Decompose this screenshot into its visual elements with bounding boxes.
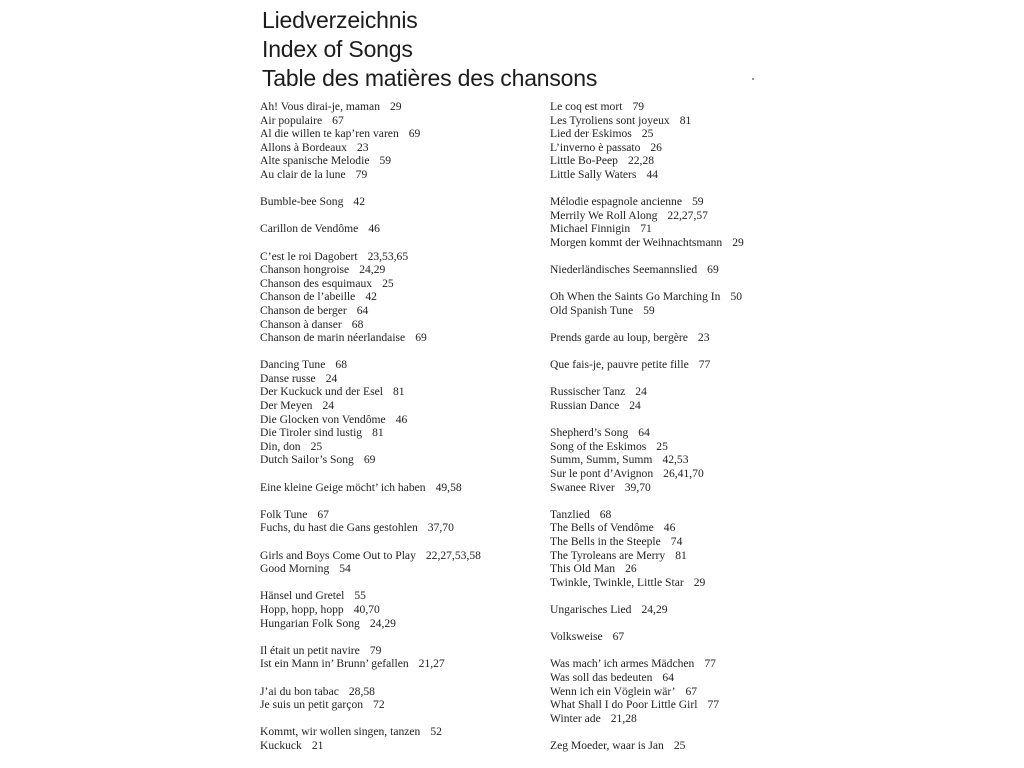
- song-title: Bumble-bee Song: [260, 195, 344, 209]
- song-entry: [260, 481, 540, 495]
- page-numbers: 22,27,53,58: [425, 548, 481, 562]
- song-title: Chanson de l’abeille: [260, 290, 356, 304]
- song-entry: [550, 168, 830, 182]
- song-title: Russian Dance: [550, 399, 620, 413]
- song-title: Au clair de la lune: [260, 167, 346, 181]
- index-letter-group: [260, 481, 540, 495]
- song-title: Shepherd’s Song: [550, 426, 629, 440]
- page-numbers: 29: [693, 575, 706, 589]
- page-numbers: 37,70: [427, 521, 454, 535]
- song-entry: [550, 426, 830, 440]
- page-numbers: 64: [638, 426, 650, 440]
- page-numbers: 25: [382, 276, 394, 290]
- page-numbers: 25: [673, 738, 686, 752]
- page-numbers: 23: [356, 140, 369, 154]
- page-numbers: 24,29: [369, 616, 396, 630]
- song-title: Der Meyen: [260, 399, 313, 413]
- page-numbers: 67: [612, 630, 625, 644]
- page-numbers: 26,41,70: [663, 467, 704, 481]
- song-entry: [550, 712, 830, 726]
- song-title: Girls and Boys Come Out to Play: [260, 548, 416, 562]
- song-entry: [550, 671, 830, 685]
- song-entry: [260, 549, 540, 563]
- song-entry: [260, 318, 540, 332]
- song-title: Summ, Summ, Summ: [550, 453, 653, 467]
- song-entry: [550, 263, 830, 277]
- page-numbers: 24: [635, 385, 647, 399]
- song-title: Zeg Moeder, waar is Jan: [550, 738, 664, 752]
- index-letter-group: [550, 290, 830, 317]
- song-entry: [260, 385, 540, 399]
- song-title: Chanson de berger: [260, 303, 347, 317]
- page-numbers: 74: [670, 535, 683, 548]
- song-entry: [260, 154, 540, 168]
- song-title: Il était un petit navire: [260, 643, 360, 657]
- page-numbers: 46: [663, 521, 676, 535]
- song-entry: [260, 168, 540, 182]
- song-title: Hungarian Folk Song: [260, 616, 360, 630]
- page-numbers: 54: [339, 562, 351, 576]
- index-letter-group: [260, 644, 540, 671]
- song-entry: [260, 304, 540, 318]
- index-letter-group: [550, 426, 830, 494]
- page-numbers: 46: [368, 222, 380, 236]
- page-numbers: 26: [625, 562, 637, 576]
- page-titles: [262, 6, 597, 93]
- page-numbers: 68: [335, 358, 347, 372]
- index-letter-group: [550, 195, 830, 249]
- song-entry: [260, 413, 540, 427]
- song-entry: [550, 562, 830, 576]
- song-entry: [550, 331, 830, 345]
- page-numbers: 71: [640, 222, 652, 236]
- song-entry: [550, 154, 830, 168]
- song-title: Chanson à danser: [260, 317, 342, 331]
- page-numbers: 23: [697, 331, 710, 345]
- page-numbers: 25: [641, 127, 654, 141]
- index-letter-group: [260, 589, 540, 630]
- song-entry: [260, 290, 540, 304]
- song-entry: [550, 236, 830, 250]
- song-title: Dutch Sailor’s Song: [260, 453, 354, 467]
- song-title: Eine kleine Geige möcht’ ich haben: [260, 480, 426, 494]
- song-entry: [550, 209, 830, 223]
- index-letter-group: [550, 100, 830, 182]
- title-english: Index of Songs: [262, 36, 413, 62]
- song-title: Chanson hongroise: [260, 263, 350, 277]
- song-title: Wenn ich ein Vöglein wär’: [550, 684, 676, 698]
- song-entry: [550, 127, 830, 141]
- page-numbers: 29: [390, 100, 402, 113]
- song-title: Michael Finnigin: [550, 222, 631, 236]
- song-title: Kuckuck: [260, 738, 302, 752]
- page-numbers: 72: [373, 698, 385, 712]
- index-letter-group: [260, 508, 540, 535]
- song-entry: [260, 440, 540, 454]
- index-letter-group: [550, 331, 830, 345]
- song-entry: [550, 385, 830, 399]
- song-entry: [550, 685, 830, 699]
- song-entry: [550, 453, 830, 467]
- title-french: Table des matières des chansons: [262, 65, 598, 91]
- page-numbers: 67: [332, 113, 344, 127]
- song-title: Song of the Eskimos: [550, 439, 647, 453]
- song-entry: [260, 508, 540, 522]
- song-entry: [550, 195, 830, 209]
- page-numbers: 79: [355, 167, 368, 181]
- page-numbers: 77: [704, 657, 716, 671]
- song-title: Fuchs, du hast die Gans gestohlen: [260, 521, 418, 535]
- song-entry: [550, 100, 830, 114]
- index-letter-group: [260, 685, 540, 712]
- page-numbers: 25: [310, 439, 323, 453]
- page-numbers: 26: [650, 140, 662, 154]
- song-entry: [260, 250, 540, 264]
- song-entry: [260, 277, 540, 291]
- page-numbers: 40,70: [353, 602, 380, 616]
- page-numbers: 21: [311, 738, 324, 752]
- song-title: Hänsel und Gretel: [260, 589, 345, 603]
- song-title: Der Kuckuck und der Esel: [260, 385, 383, 399]
- song-entry: [260, 263, 540, 277]
- song-title: Winter ade: [550, 711, 601, 725]
- index-letter-group: [550, 657, 830, 725]
- song-title: Que fais-je, pauvre petite fille: [550, 358, 689, 372]
- index-left-column: [260, 100, 540, 766]
- song-entry: [260, 195, 540, 209]
- song-title: Was mach’ ich armes Mädchen: [550, 657, 695, 671]
- song-title: Volksweise: [550, 630, 603, 644]
- page-numbers: 59: [643, 303, 655, 317]
- page-numbers: 24,29: [359, 263, 386, 277]
- song-title: Russischer Tanz: [550, 385, 626, 399]
- song-entry: [260, 698, 540, 712]
- page-numbers: 49,58: [435, 480, 462, 494]
- song-title: Good Morning: [260, 562, 330, 576]
- song-title: Swanee River: [550, 480, 615, 494]
- page-numbers: 25: [656, 439, 668, 453]
- song-entry: [260, 685, 540, 699]
- index-letter-group: [550, 263, 830, 277]
- song-entry: [550, 657, 830, 671]
- song-title: Ungarisches Lied: [550, 602, 632, 616]
- song-title: Danse russe: [260, 371, 316, 385]
- song-title: Al die willen te kap’ren varen: [260, 127, 399, 141]
- song-title: L’inverno è passato: [550, 140, 641, 154]
- index-letter-group: [260, 250, 540, 345]
- song-entry: [550, 739, 830, 753]
- song-title: Allons à Bordeaux: [260, 140, 347, 154]
- song-title: Prends garde au loup, bergère: [550, 331, 688, 345]
- page-numbers: 77: [707, 698, 720, 712]
- song-entry: [550, 535, 830, 549]
- song-title: Chanson de marin néerlandaise: [260, 331, 406, 345]
- song-entry: [550, 698, 830, 712]
- page-numbers: 81: [675, 548, 687, 562]
- song-title: Kommt, wir wollen singen, tanzen: [260, 725, 421, 739]
- index-letter-group: [260, 195, 540, 209]
- page-numbers: 24: [325, 371, 338, 385]
- song-entry: [550, 603, 830, 617]
- page-numbers: 64: [356, 303, 369, 317]
- song-entry: [550, 630, 830, 644]
- song-title: The Tyroleans are Merry: [550, 548, 666, 562]
- song-title: Dancing Tune: [260, 358, 326, 372]
- song-title: Morgen kommt der Weihnachtsmann: [550, 235, 723, 249]
- page-numbers: 42,53: [662, 453, 689, 467]
- index-letter-group: [550, 630, 830, 644]
- index-letter-group: [260, 549, 540, 576]
- song-title: J’ai du bon tabac: [260, 684, 339, 698]
- page-numbers: 79: [632, 100, 645, 113]
- song-entry: [260, 725, 540, 739]
- song-entry: [260, 644, 540, 658]
- song-title: Chanson des esquimaux: [260, 276, 373, 290]
- song-entry: [550, 549, 830, 563]
- page-numbers: 24: [629, 399, 641, 413]
- song-entry: [550, 576, 830, 590]
- song-entry: [260, 114, 540, 128]
- song-title: Mélodie espagnole ancienne: [550, 195, 682, 209]
- song-title: Hopp, hopp, hopp: [260, 602, 344, 616]
- song-entry: [260, 426, 540, 440]
- song-title: Twinkle, Twinkle, Little Star: [550, 575, 684, 589]
- title-german: Liedverzeichnis: [262, 7, 418, 33]
- song-entry: [260, 372, 540, 386]
- song-entry: [260, 603, 540, 617]
- song-title: Oh When the Saints Go Marching In: [550, 290, 721, 304]
- index-letter-group: [550, 358, 830, 372]
- song-entry: [260, 100, 540, 114]
- song-title: Air populaire: [260, 113, 323, 127]
- index-letter-group: [550, 739, 830, 753]
- page-numbers: 81: [372, 426, 384, 440]
- index-right-column: [550, 100, 830, 766]
- page-numbers: 46: [395, 412, 408, 426]
- song-title: Little Bo-Peep: [550, 154, 618, 168]
- song-entry: [260, 399, 540, 413]
- song-entry: [260, 562, 540, 576]
- song-title: C’est le roi Dagobert: [260, 249, 358, 263]
- song-title: Die Tiroler sind lustig: [260, 426, 363, 440]
- page-numbers: 69: [408, 127, 421, 141]
- song-title: Lied der Eskimos: [550, 127, 632, 141]
- song-entry: [550, 521, 830, 535]
- page-numbers: 44: [646, 167, 659, 181]
- song-entry: [260, 657, 540, 671]
- page-numbers: 69: [415, 331, 427, 345]
- page-numbers: 23,53,65: [367, 249, 409, 263]
- page-numbers: 55: [354, 589, 366, 603]
- page-numbers: 59: [379, 154, 392, 168]
- page-numbers: 81: [392, 385, 405, 399]
- page-numbers: 79: [369, 643, 382, 657]
- song-title: Die Glocken von Vendôme: [260, 412, 386, 426]
- song-title: Din, don: [260, 439, 301, 453]
- page-numbers: 52: [430, 725, 442, 739]
- song-title: Les Tyroliens sont joyeux: [550, 113, 670, 127]
- song-entry: [260, 617, 540, 631]
- song-title: The Bells of Vendôme: [550, 521, 654, 535]
- song-title: What Shall I do Poor Little Girl: [550, 698, 698, 712]
- song-title: Je suis un petit garçon: [260, 698, 364, 712]
- index-letter-group: [260, 222, 540, 236]
- song-title: Old Spanish Tune: [550, 303, 634, 317]
- song-title: Was soll das bedeuten: [550, 670, 653, 684]
- page-numbers: 21,28: [610, 711, 637, 725]
- page-numbers: 42: [365, 290, 377, 304]
- scan-speck: [752, 78, 754, 80]
- page-numbers: 69: [363, 453, 376, 467]
- page-numbers: 39,70: [624, 480, 651, 494]
- page-numbers: 77: [698, 358, 711, 372]
- song-entry: [260, 127, 540, 141]
- song-entry: [260, 358, 540, 372]
- song-title: This Old Man: [550, 562, 616, 576]
- page-numbers: 69: [707, 263, 719, 277]
- song-entry: [260, 739, 540, 753]
- song-entry: [550, 141, 830, 155]
- song-title: Le coq est mort: [550, 100, 623, 113]
- index-letter-group: [260, 358, 540, 467]
- index-letter-group: [260, 100, 540, 182]
- song-title: Tanzlied: [550, 507, 590, 521]
- index-letter-group: [550, 603, 830, 617]
- song-title: Niederländisches Seemannslied: [550, 263, 698, 277]
- song-title: Folk Tune: [260, 507, 308, 521]
- page-numbers: 59: [692, 195, 704, 209]
- page-numbers: 81: [679, 113, 692, 127]
- song-title: The Bells in the Steeple: [550, 535, 661, 548]
- song-entry: [550, 290, 830, 304]
- song-entry: [260, 141, 540, 155]
- song-entry: [260, 331, 540, 345]
- song-entry: [550, 304, 830, 318]
- song-entry: [260, 521, 540, 535]
- song-title: Carillon de Vendôme: [260, 222, 359, 236]
- song-title: Ist ein Mann in’ Brunn’ gefallen: [260, 657, 409, 671]
- song-entry: [550, 114, 830, 128]
- song-entry: [550, 358, 830, 372]
- song-title: Sur le pont d’Avignon: [550, 467, 654, 481]
- song-entry: [550, 508, 830, 522]
- song-entry: [550, 399, 830, 413]
- song-entry: [260, 222, 540, 236]
- song-entry: [550, 440, 830, 454]
- song-title: Merrily We Roll Along: [550, 208, 658, 222]
- page-numbers: 21,27: [418, 657, 445, 671]
- page-numbers: 24,29: [641, 602, 668, 616]
- page-numbers: 67: [317, 507, 329, 521]
- song-entry: [550, 222, 830, 236]
- page-numbers: 22,27,57: [667, 208, 708, 222]
- index-letter-group: [550, 508, 830, 590]
- page-numbers: 24: [322, 399, 335, 413]
- song-title: Alte spanische Melodie: [260, 154, 370, 168]
- page-numbers: 68: [599, 507, 612, 521]
- index-letter-group: [550, 385, 830, 412]
- index-letter-group: [260, 725, 540, 752]
- page-numbers: 22,28: [627, 154, 655, 168]
- page-numbers: 64: [662, 670, 675, 684]
- song-title: Ah! Vous dirai-je, maman: [260, 100, 380, 113]
- song-entry: [550, 481, 830, 495]
- song-entry: [550, 467, 830, 481]
- page-numbers: 68: [351, 317, 364, 331]
- page-numbers: 42: [353, 195, 365, 209]
- page-numbers: 50: [730, 290, 743, 304]
- page-numbers: 28,58: [348, 684, 375, 698]
- song-entry: [260, 453, 540, 467]
- song-entry: [260, 589, 540, 603]
- page-numbers: 67: [685, 684, 698, 698]
- song-title: Little Sally Waters: [550, 167, 637, 181]
- page-numbers: 29: [732, 235, 744, 249]
